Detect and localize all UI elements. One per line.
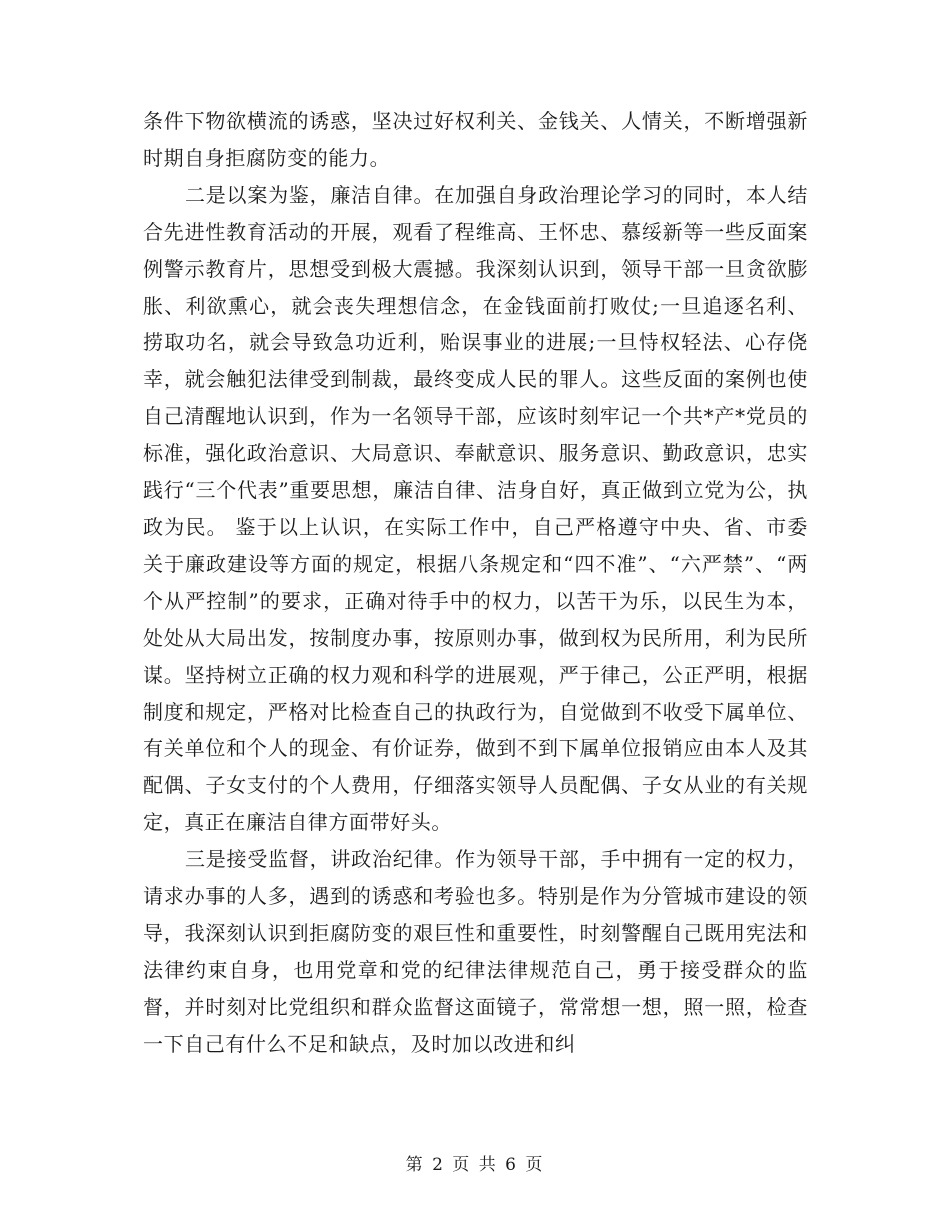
page-number-footer: 第 2 页 共 6 页 <box>405 1155 545 1175</box>
paragraph-integrity-self-discipline: 二是以案为鉴，廉洁自律。在加强自身政治理论学习的同时，本人结合先进性教育活动的开展，观看了程维高、王怀忠、慕绥新等一些反面案例警示教育片，思想受到极大震撼。我深刻认识到，领导干部一旦贪欲膨胀、利欲熏心，就会丧失理想信念，在金钱面前打败仗;一旦追逐名利、捞取功名，就会导致急功近利，贻误事业的进展;一旦恃权轻法、心存侥幸，就会触犯法律受到制裁，最终变成人民的罪人。这些反面的案例也使自己清醒地认识到，作为一名领导干部，应该时刻牢记一个共*产*党员的标准，强化政治意识、大局意识、奉献意识、服务意识、勤政意识，忠实践行“三个代表”重要思想，廉洁自律、洁身自好，真正做到立党为公，执政为民。 鉴于以上认识，在实际工作中，自己严格遵守中央、省、市委关于廉政建设等方面的规定，根据八条规定和“四不准”、“六严禁”、“两个从严控制”的要求，正确对待手中的权力，以苦干为乐，以民生为本，处处从大局出发，按制度办事，按原则办事，做到权为民所用，利为民所谋。坚持树立正确的权力观和科学的进展观，严于律己，公正严明，根据制度和规定，严格对比检查自己的执政行为，自觉做到不收受下属单位、有关单位和个人的现金、有价证券，做到不到下属单位报销应由本人及其配偶、子女支付的个人费用，仔细落实领导人员配偶、子女从业的有关规定，真正在廉洁自律方面带好头。 <box>143 182 808 835</box>
paragraph-accept-supervision: 三是接受监督，讲政治纪律。作为领导干部，手中拥有一定的权力，请求办事的人多，遇到的诱惑和考验也多。特别是作为分管城市建设的领导，我深刻认识到拒腐防变的艰巨性和重要性，时刻警醒自己既用宪法和法律约束自身，也用党章和党的纪律法律规范自己，勇于接受群众的监督，并时刻对比党组织和群众监督这面镜子，常常想一想，照一照，检查一下自己有什么不足和缺点，及时加以改进和纠 <box>143 847 808 1056</box>
paragraph-continuation: 条件下物欲横流的诱惑，坚决过好权利关、金钱关、人情关，不断增强新时期自身拒腐防变的能力。 <box>143 109 808 170</box>
document-body <box>143 103 808 1063</box>
